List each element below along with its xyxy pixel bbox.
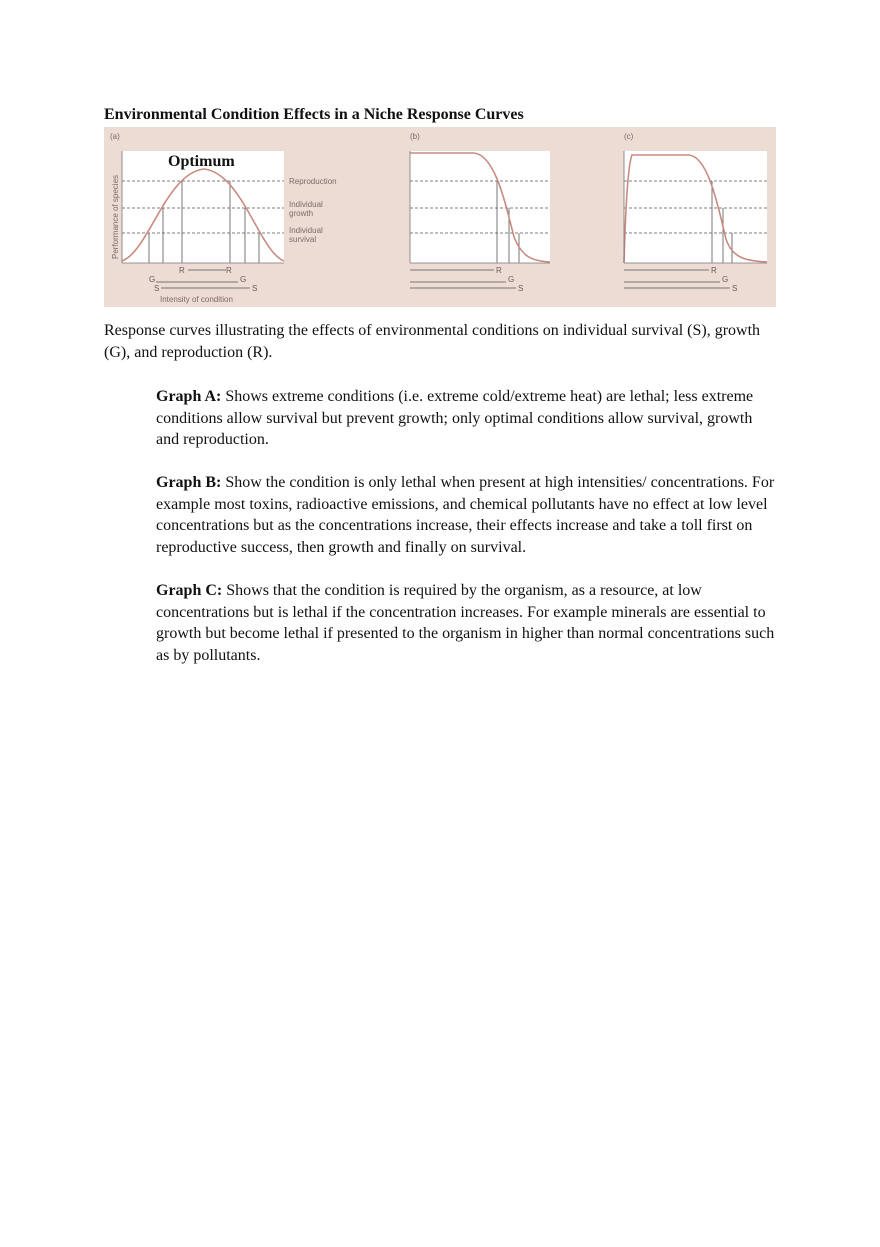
panel-a-label: (a) [110, 132, 120, 141]
legend-survival-line2: survival [289, 235, 317, 244]
graph-a-label: Graph A: [156, 388, 222, 405]
figure-caption: Response curves illustrating the effects of environmental conditions on individual survival (S), growth (G), and reproduction (R). [104, 322, 761, 361]
panel-b-r: R [496, 266, 502, 275]
x-axis-label: Intensity of condition [160, 295, 233, 304]
graph-b-text: Show the condition is only lethal when present at high intensities/ concentrations. For example most toxins, radioactive emissions, and chemical pollutants have no effect at low level concentrations but as the concentrations increase, their effects increase and take a toll first on reproductive success, then growth and finally on survival. [156, 474, 775, 556]
graph-b-label: Graph B: [156, 474, 222, 491]
legend-survival-line1: Individual [289, 226, 323, 235]
panel-a-r-left: R [179, 266, 185, 275]
panel-a-g-right: G [240, 275, 247, 284]
response-curves-figure [104, 127, 776, 307]
panel-c-s: S [732, 284, 738, 293]
legend-reproduction: Reproduction [289, 177, 337, 186]
panel-b-plot [410, 151, 550, 263]
graph-c-label: Graph C: [156, 582, 223, 599]
panel-b-s: S [518, 284, 524, 293]
panel-b-g: G [508, 275, 515, 284]
y-axis-label: Performance of species [111, 174, 120, 259]
panel-a-g-left: G [149, 275, 156, 284]
graph-b-description [156, 472, 776, 558]
panel-b [410, 132, 550, 293]
panel-a-s-left: S [154, 284, 160, 293]
response-curves-svg [104, 127, 776, 307]
legend-growth-line1: Individual [289, 200, 323, 209]
panel-c-label: (c) [624, 132, 634, 141]
optimum-label: Optimum [168, 153, 235, 170]
graph-a-description [156, 386, 776, 451]
panel-a-r-right: R [226, 266, 232, 275]
graph-a-text: Shows extreme conditions (i.e. extreme cold/extreme heat) are lethal; less extreme conditions allow survival but prevent growth; only optimal conditions allow survival, growth and reproduction. [156, 388, 754, 448]
panel-c-r: R [711, 266, 717, 275]
panel-c-g: G [722, 275, 729, 284]
panel-b-label: (b) [410, 132, 420, 141]
panel-c [624, 132, 767, 293]
graph-c-description [156, 580, 776, 666]
panel-a-s-right: S [252, 284, 258, 293]
legend-growth-line2: growth [289, 209, 314, 218]
panel-a [110, 132, 337, 304]
panel-c-plot [624, 151, 767, 263]
document-title: Environmental Condition Effects in a Niche Response Curves [104, 106, 524, 123]
graph-c-text: Shows that the condition is required by the organism, as a resource, at low concentrations but is lethal if the concentration increases. For example minerals are essential to growth but become lethal if presented to the organism in higher than normal concentrations such as by pollutants. [156, 582, 775, 664]
